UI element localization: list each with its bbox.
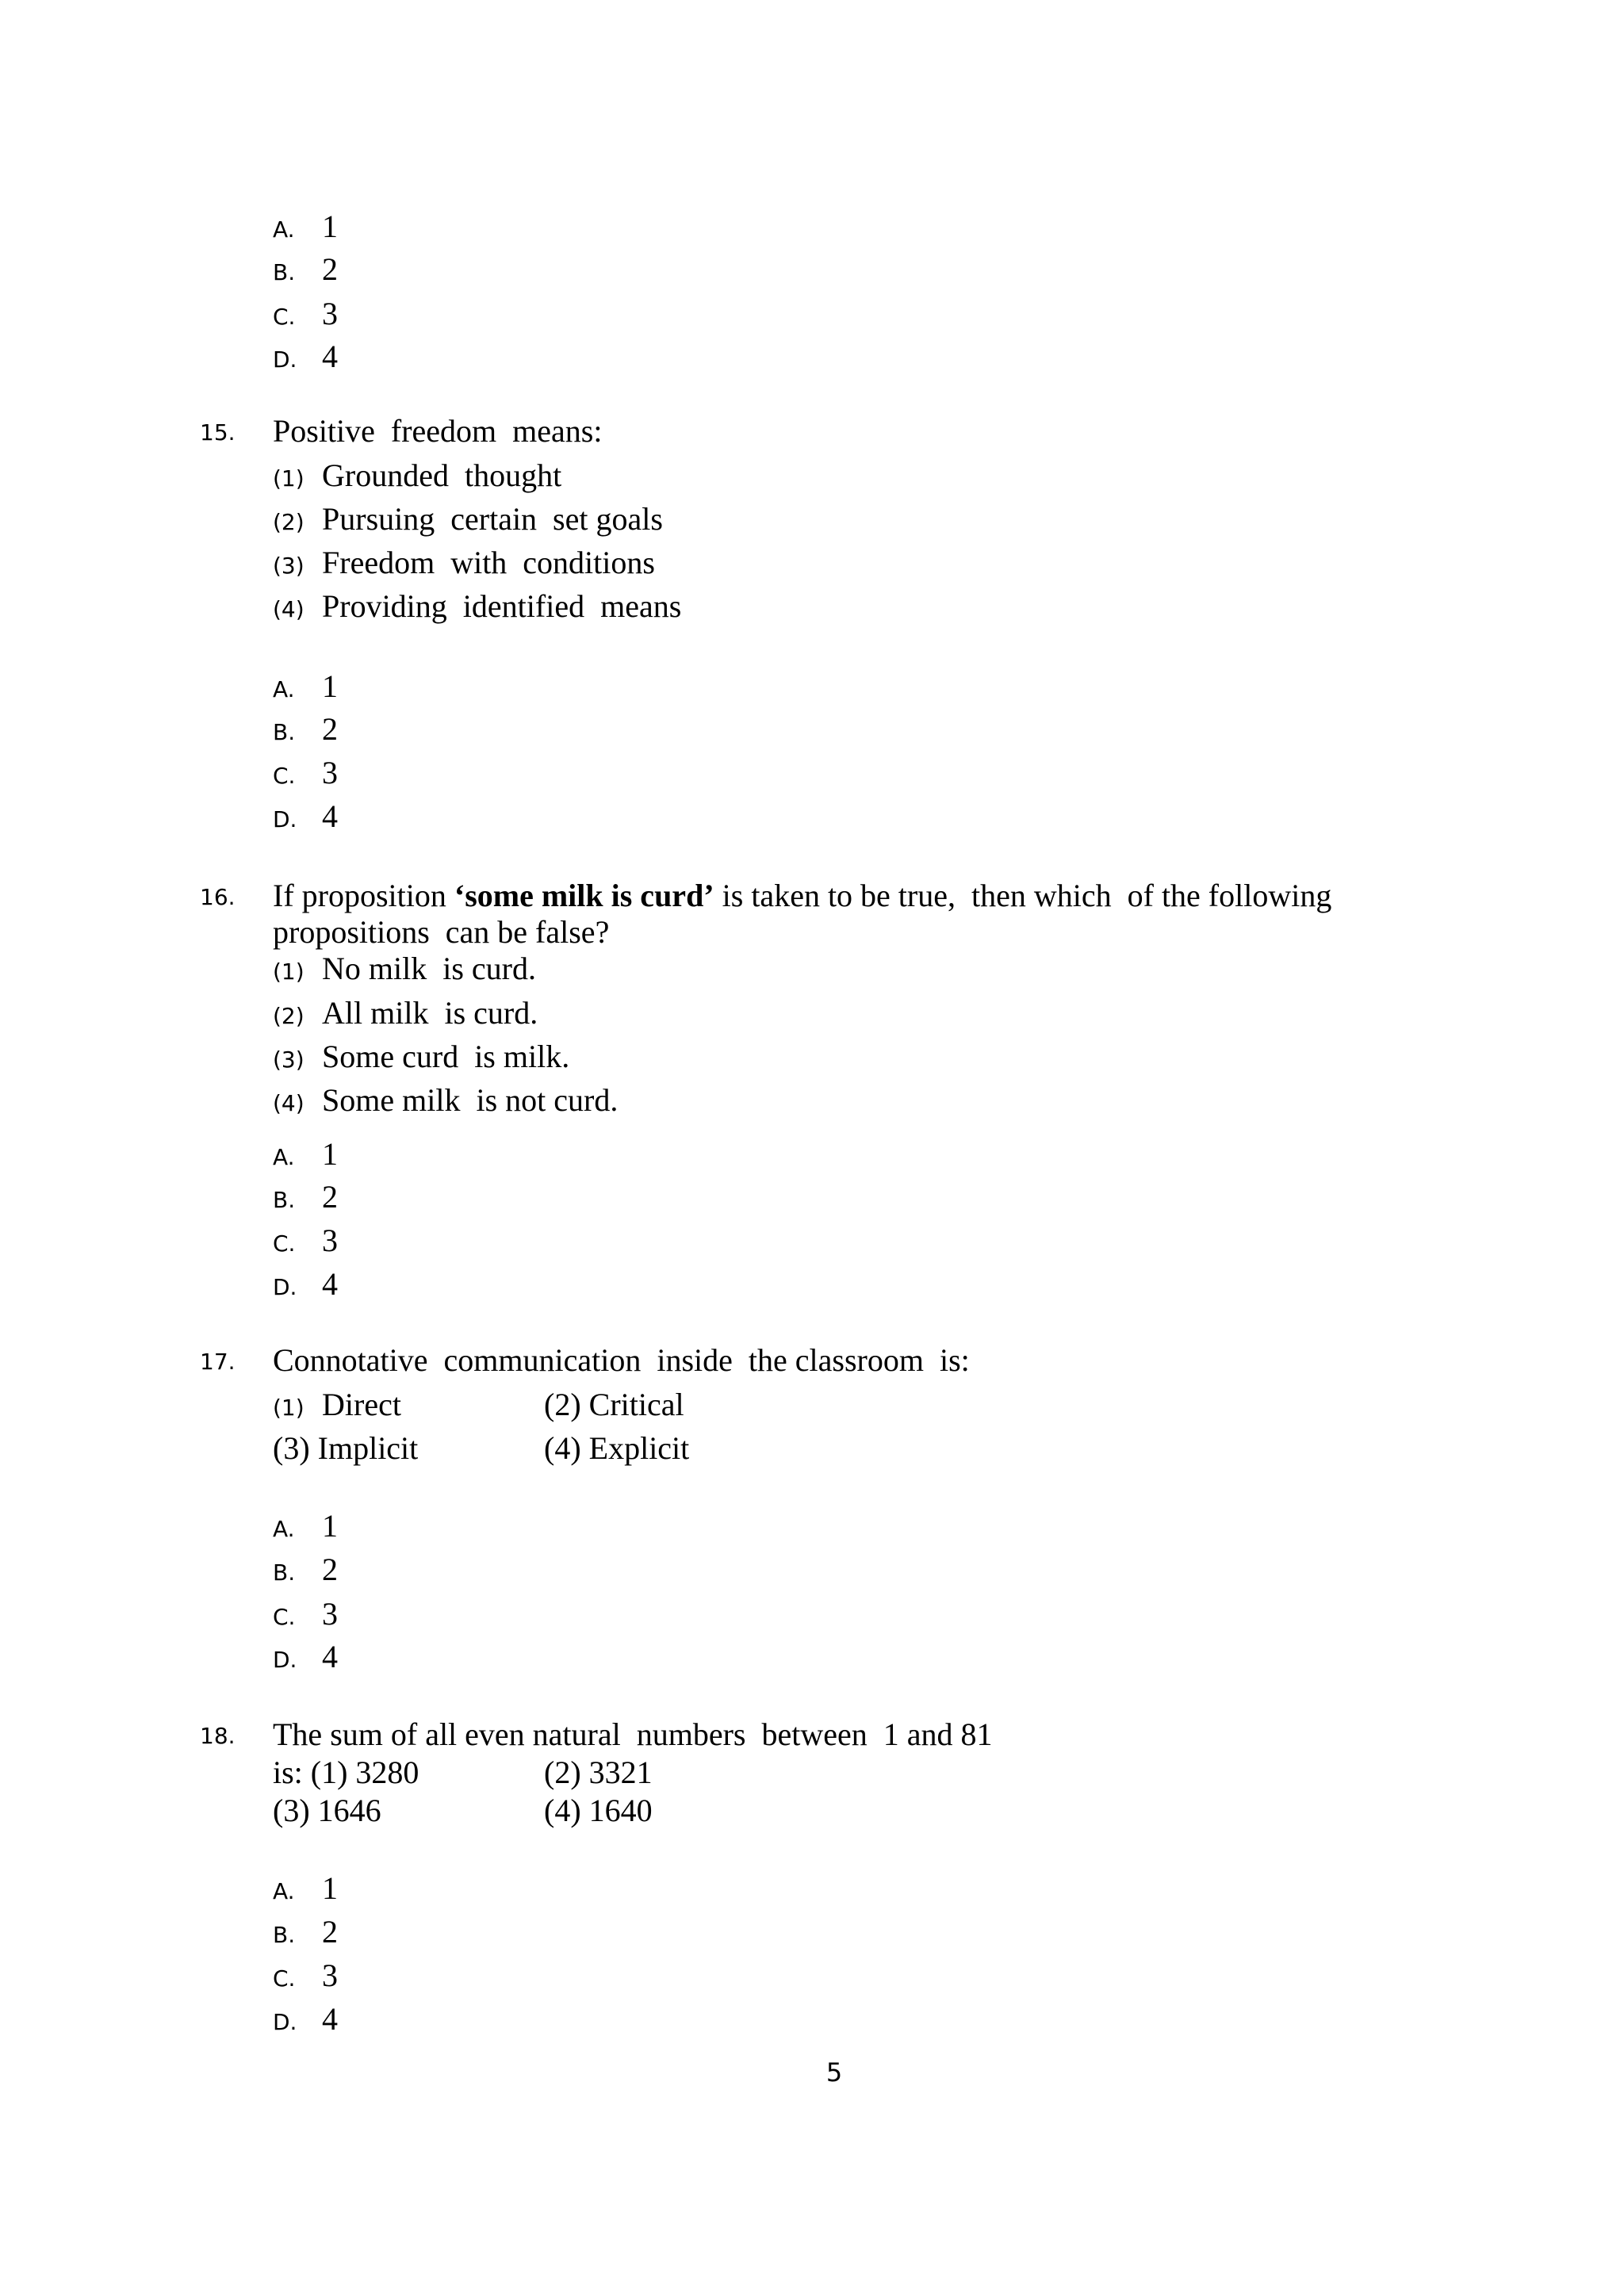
option-number: (1) [273, 1395, 304, 1421]
answer-value-4: 4 [322, 1266, 338, 1302]
question-stem-line1 [273, 880, 1331, 912]
answer-value-1: 1 [322, 1508, 338, 1544]
answer-letter-a: A. [273, 1878, 295, 1904]
question-number: 18. [200, 1723, 236, 1749]
answer-value-2: 2 [322, 711, 338, 747]
answer-letter-d: D. [273, 1274, 297, 1300]
proposition-bold: ‘some milk is curd’ [454, 878, 714, 913]
answer-value-3: 3 [322, 1957, 338, 1993]
question-number: 17. [200, 1349, 236, 1375]
answer-letter-b: B. [273, 1922, 296, 1948]
option-text: Direct [322, 1387, 401, 1422]
option-text: (2) Critical [544, 1387, 684, 1422]
answer-value-1: 1 [322, 1136, 338, 1172]
answer-value-4: 4 [322, 798, 338, 834]
answer-letter-a: A. [273, 216, 295, 243]
answer-letter-c: C. [273, 1230, 296, 1257]
answer-letter-b: B. [273, 1559, 296, 1586]
answer-value-3: 3 [322, 1596, 338, 1632]
answer-letter-d: D. [273, 2009, 297, 2035]
stem-text-pre: If proposition [273, 878, 454, 913]
option-text: Freedom with conditions [322, 545, 655, 580]
option-text: Some milk is not curd. [322, 1082, 619, 1118]
answer-value-1: 1 [322, 1870, 338, 1906]
answer-value-3: 3 [322, 1223, 338, 1258]
answer-letter-a: A. [273, 676, 295, 702]
option-text: Providing identified means [322, 588, 682, 624]
answer-value-2: 2 [322, 1179, 338, 1215]
answer-value-3: 3 [322, 296, 338, 331]
question-stem-line2: propositions can be false? [273, 914, 610, 950]
answer-letter-d: D. [273, 1647, 297, 1673]
option-number: (4) [273, 596, 304, 622]
option-text: Some curd is milk. [322, 1039, 570, 1074]
answer-letter-a: A. [273, 1516, 295, 1542]
page-number: 5 [825, 2057, 843, 2087]
answer-value-4: 4 [322, 2001, 338, 2037]
option-text: (4) 1640 [544, 1793, 653, 1828]
answer-value-4: 4 [322, 339, 338, 374]
question-number: 15. [200, 419, 236, 446]
question-stem: The sum of all even natural numbers between 1 and 81 [273, 1716, 993, 1752]
answer-letter-b: B. [273, 259, 296, 285]
question-number: 16. [200, 884, 236, 910]
answer-letter-c: C. [273, 763, 296, 789]
option-number: (3) [273, 1047, 304, 1073]
answer-value-2: 2 [322, 1914, 338, 1950]
answer-value-2: 2 [322, 251, 338, 287]
answer-letter-b: B. [273, 1187, 296, 1213]
option-text: (3) Implicit [273, 1430, 419, 1466]
option-number: (2) [273, 1003, 304, 1029]
option-text: (4) Explicit [544, 1430, 690, 1466]
answer-letter-d: D. [273, 806, 297, 832]
option-text: Pursuing certain set goals [322, 501, 663, 537]
option-number: (4) [273, 1090, 304, 1116]
option-number: (1) [273, 465, 304, 492]
stem-text-post: is taken to be true, then which of the following [714, 878, 1332, 913]
option-text: Grounded thought [322, 457, 562, 493]
option-text: No milk is curd. [322, 951, 536, 986]
question-stem: Positive freedom means: [273, 413, 603, 449]
answer-letter-b: B. [273, 719, 296, 745]
option-number: (3) [273, 553, 304, 579]
option-text: All milk is curd. [322, 995, 538, 1031]
option-text: is: (1) 3280 [273, 1755, 419, 1790]
answer-value-1: 1 [322, 668, 338, 704]
answer-value-3: 3 [322, 755, 338, 790]
answer-letter-a: A. [273, 1144, 295, 1170]
question-stem: Connotative communication inside the classroom is: [273, 1342, 970, 1378]
option-text: (2) 3321 [544, 1755, 653, 1790]
answer-letter-c: C. [273, 1604, 296, 1630]
answer-letter-d: D. [273, 346, 297, 373]
answer-value-2: 2 [322, 1552, 338, 1587]
answer-value-4: 4 [322, 1639, 338, 1674]
answer-value-1: 1 [322, 209, 338, 244]
answer-letter-c: C. [273, 1965, 296, 1992]
option-text: (3) 1646 [273, 1793, 381, 1828]
option-number: (1) [273, 959, 304, 985]
option-number: (2) [273, 509, 304, 535]
answer-letter-c: C. [273, 304, 296, 330]
